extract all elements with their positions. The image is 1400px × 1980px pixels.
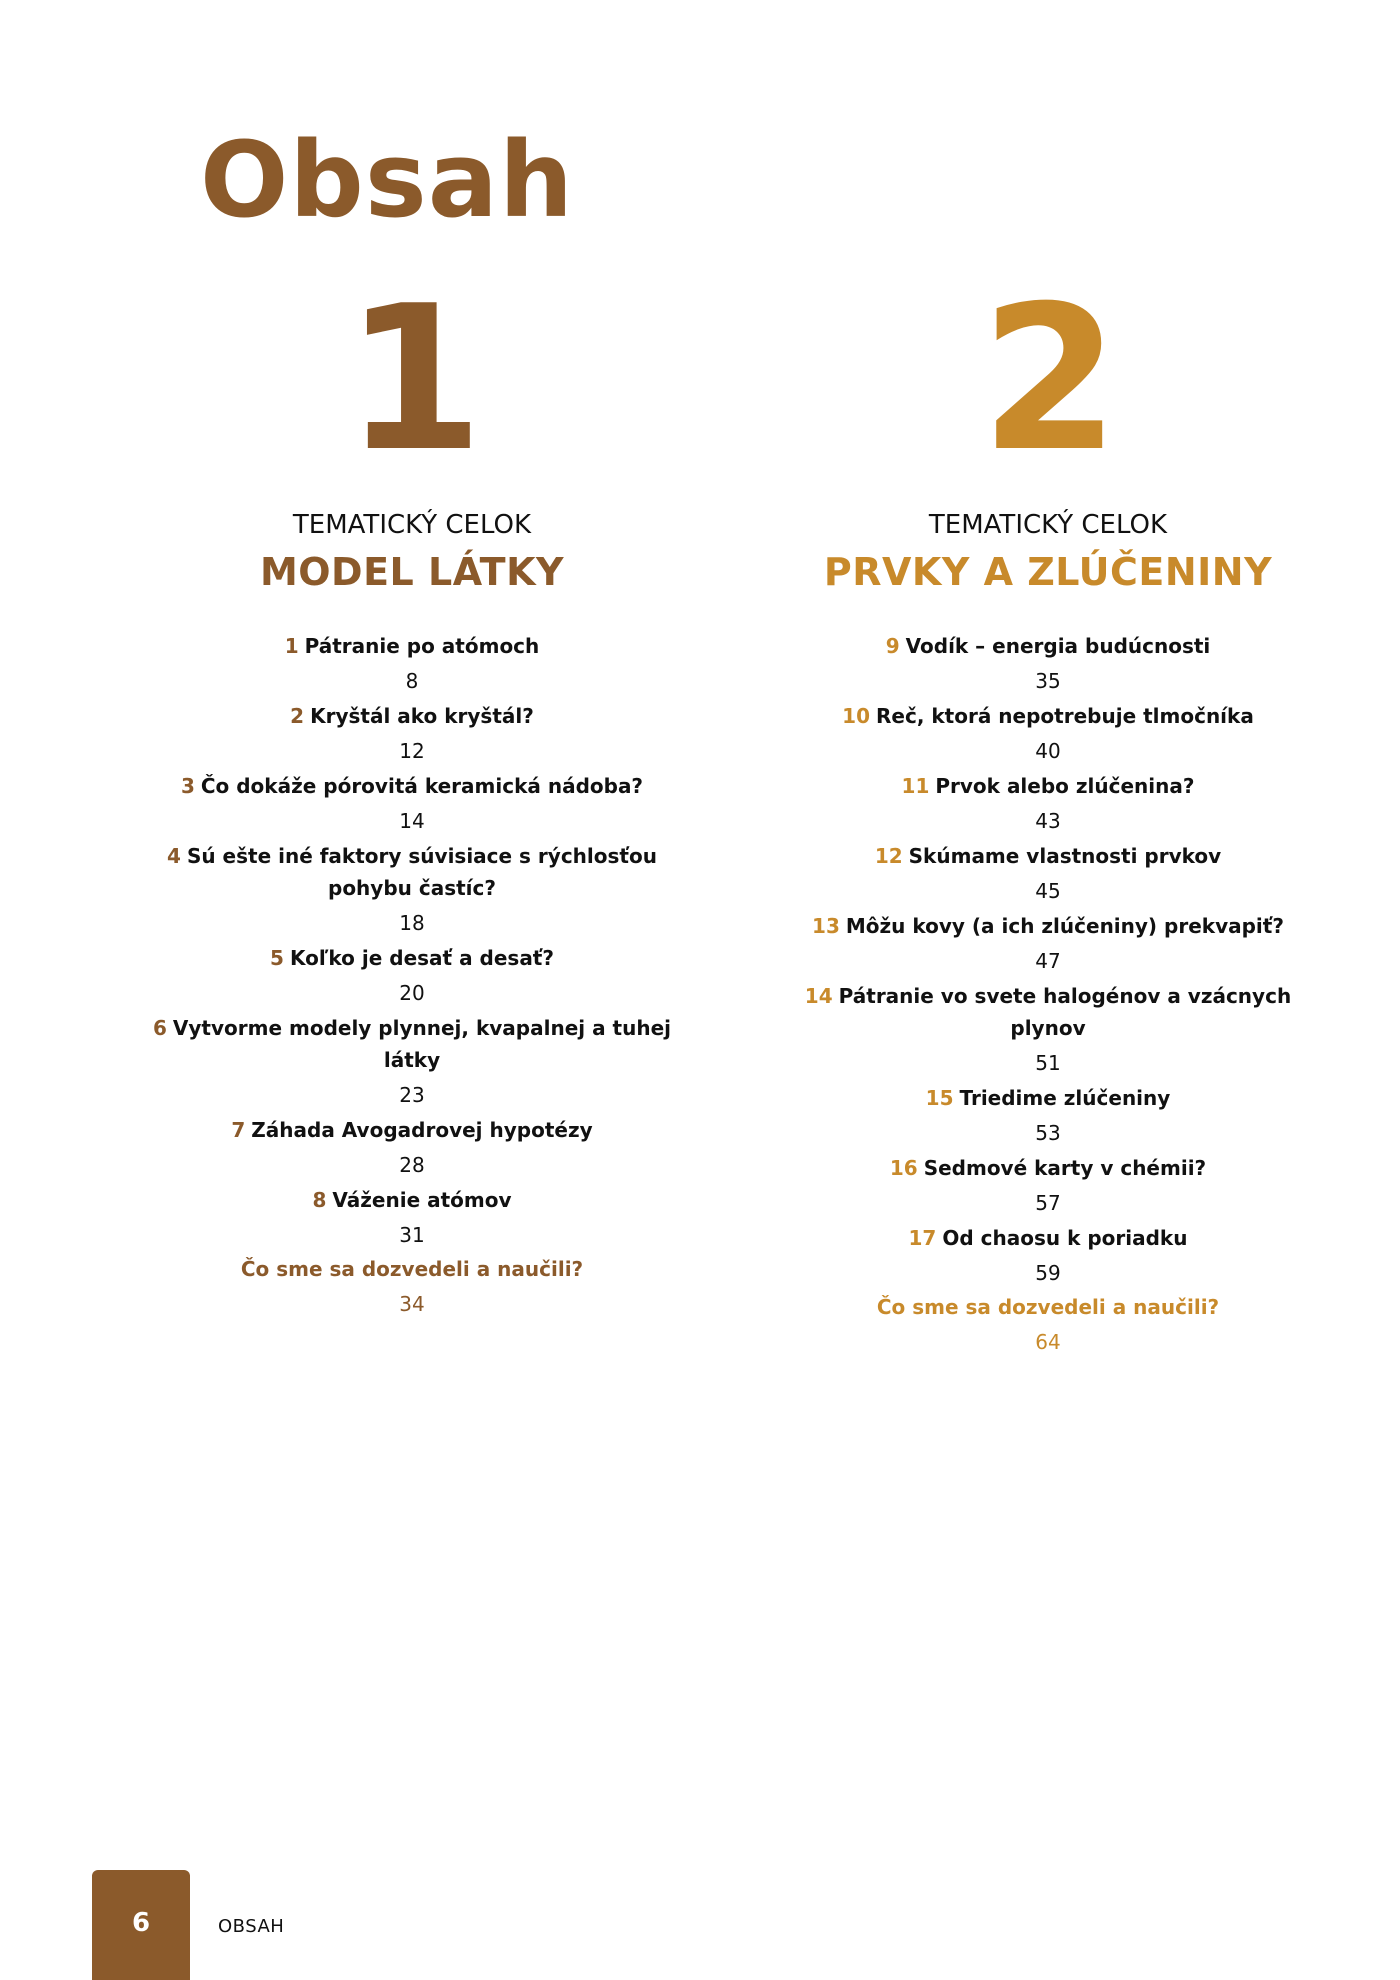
chapter-title-text: Čo dokáže pórovitá keramická nádoba?	[200, 774, 644, 798]
toc-item[interactable]	[92, 700, 732, 770]
chapter-page: 28	[399, 1153, 425, 1177]
unit-1-toc	[92, 630, 732, 1324]
footer-page-number: 6	[131, 1908, 151, 1938]
chapter-number: 8	[312, 1188, 327, 1212]
chapter-page: 57	[1035, 1191, 1061, 1215]
toc-item[interactable]	[92, 840, 732, 942]
toc-item[interactable]	[728, 980, 1368, 1082]
chapter-title[interactable]	[92, 700, 732, 732]
chapter-title[interactable]	[728, 1152, 1368, 1184]
chapter-title-text: Koľko je desať a desať?	[289, 946, 554, 970]
chapter-title-text: Prvok alebo zlúčenina?	[935, 774, 1195, 798]
chapter-title[interactable]	[728, 1222, 1368, 1254]
toc-item[interactable]	[728, 1082, 1368, 1152]
toc-item[interactable]	[92, 770, 732, 840]
chapter-number: 17	[908, 1226, 937, 1250]
toc-item[interactable]	[92, 1114, 732, 1184]
unit-2-number: 2	[980, 263, 1116, 496]
toc-summary[interactable]	[728, 1292, 1368, 1362]
toc-item[interactable]	[92, 630, 732, 700]
chapter-page: 53	[1035, 1121, 1061, 1145]
toc-item[interactable]	[728, 700, 1368, 770]
chapter-number: 9	[885, 634, 900, 658]
toc-summary[interactable]	[92, 1254, 732, 1324]
toc-item[interactable]	[728, 630, 1368, 700]
unit-1-name: MODEL LÁTKY	[259, 550, 565, 594]
unit-2-toc	[728, 630, 1368, 1362]
unit-2-label: TEMATICKÝ CELOK	[928, 510, 1168, 540]
toc-item[interactable]	[92, 1184, 732, 1254]
toc-item[interactable]	[92, 1012, 732, 1114]
toc-item[interactable]	[728, 1152, 1368, 1222]
chapter-title-text: Sú ešte iné faktory súvisiace s rýchlosťou pohybu častíc?	[186, 844, 657, 900]
unit-2-column	[728, 263, 1368, 1362]
chapter-number: 6	[152, 1016, 167, 1040]
chapter-page: 18	[399, 911, 425, 935]
chapter-number: 3	[180, 774, 195, 798]
chapter-title-text: Triedime zlúčeniny	[959, 1086, 1171, 1110]
footer-page-box	[92, 1870, 190, 1980]
chapter-title-text: Vodík – energia budúcnosti	[905, 634, 1211, 658]
chapter-number: 7	[231, 1118, 246, 1142]
summary-title[interactable]: Čo sme sa dozvedeli a naučili?	[240, 1257, 584, 1281]
chapter-title-text: Váženie atómov	[332, 1188, 512, 1212]
chapter-page: 31	[399, 1223, 425, 1247]
chapter-number: 13	[812, 914, 840, 938]
chapter-title[interactable]	[728, 630, 1368, 662]
chapter-title[interactable]	[728, 980, 1368, 1044]
chapter-title[interactable]	[92, 770, 732, 802]
chapter-page: 12	[399, 739, 425, 763]
summary-page: 34	[399, 1292, 425, 1316]
chapter-title[interactable]	[728, 770, 1368, 802]
chapter-title-text: Sedmové karty v chémii?	[923, 1156, 1207, 1180]
chapter-number: 4	[167, 844, 181, 868]
chapter-page: 40	[1035, 739, 1061, 763]
footer-section-label: OBSAH	[218, 1916, 285, 1937]
chapter-page: 45	[1035, 879, 1061, 903]
page-title: Obsah	[200, 119, 574, 241]
summary-title[interactable]: Čo sme sa dozvedeli a naučili?	[876, 1295, 1220, 1319]
chapter-page: 59	[1035, 1261, 1061, 1285]
chapter-title-text: Záhada Avogadrovej hypotézy	[251, 1118, 593, 1142]
chapter-page: 47	[1035, 949, 1061, 973]
chapter-title-text: Pátranie po atómoch	[304, 634, 540, 658]
chapter-number: 16	[889, 1156, 918, 1180]
chapter-number: 10	[842, 704, 870, 728]
chapter-number: 15	[925, 1086, 954, 1110]
chapter-page: 51	[1035, 1051, 1061, 1075]
chapter-page: 23	[399, 1083, 425, 1107]
chapter-title[interactable]	[92, 1184, 732, 1216]
chapter-number: 5	[270, 946, 284, 970]
toc-item[interactable]	[728, 910, 1368, 980]
chapter-page: 14	[399, 809, 425, 833]
chapter-title-text: Kryštál ako kryštál?	[310, 704, 534, 728]
chapter-title[interactable]	[728, 1082, 1368, 1114]
chapter-title-text: Môžu kovy (a ich zlúčeniny) prekvapiť?	[845, 914, 1284, 938]
chapter-title[interactable]	[92, 630, 732, 662]
chapter-number: 12	[874, 844, 903, 868]
chapter-title[interactable]	[92, 840, 732, 904]
unit-2-name: PRVKY A ZLÚČENINY	[823, 550, 1273, 594]
chapter-number: 14	[804, 984, 833, 1008]
chapter-title[interactable]	[92, 1114, 732, 1146]
chapter-title[interactable]	[92, 1012, 732, 1076]
chapter-title-text: Vytvorme modely plynnej, kvapalnej a tuhej látky	[172, 1016, 672, 1072]
chapter-title[interactable]	[728, 910, 1368, 942]
toc-item[interactable]	[92, 942, 732, 1012]
chapter-page: 20	[399, 981, 425, 1005]
chapter-page: 43	[1035, 809, 1061, 833]
unit-1-number: 1	[344, 263, 480, 496]
chapter-title-text: Od chaosu k poriadku	[942, 1226, 1188, 1250]
unit-1-label: TEMATICKÝ CELOK	[292, 510, 532, 540]
chapter-number: 1	[284, 634, 299, 658]
chapter-title-text: Pátranie vo svete halogénov a vzácnych plynov	[838, 984, 1292, 1040]
chapter-page: 8	[405, 669, 419, 693]
summary-page: 64	[1035, 1330, 1061, 1354]
toc-item[interactable]	[728, 840, 1368, 910]
unit-1-column	[92, 263, 732, 1324]
chapter-page: 35	[1035, 669, 1061, 693]
toc-item[interactable]	[728, 1222, 1368, 1292]
chapter-title[interactable]	[728, 700, 1368, 732]
chapter-title-text: Skúmame vlastnosti prvkov	[908, 844, 1222, 868]
chapter-number: 11	[901, 774, 930, 798]
chapter-title-text: Reč, ktorá nepotrebuje tlmočníka	[876, 704, 1254, 728]
chapter-title[interactable]	[728, 840, 1368, 872]
toc-item[interactable]	[728, 770, 1368, 840]
chapter-title[interactable]	[92, 942, 732, 974]
chapter-number: 2	[290, 704, 305, 728]
